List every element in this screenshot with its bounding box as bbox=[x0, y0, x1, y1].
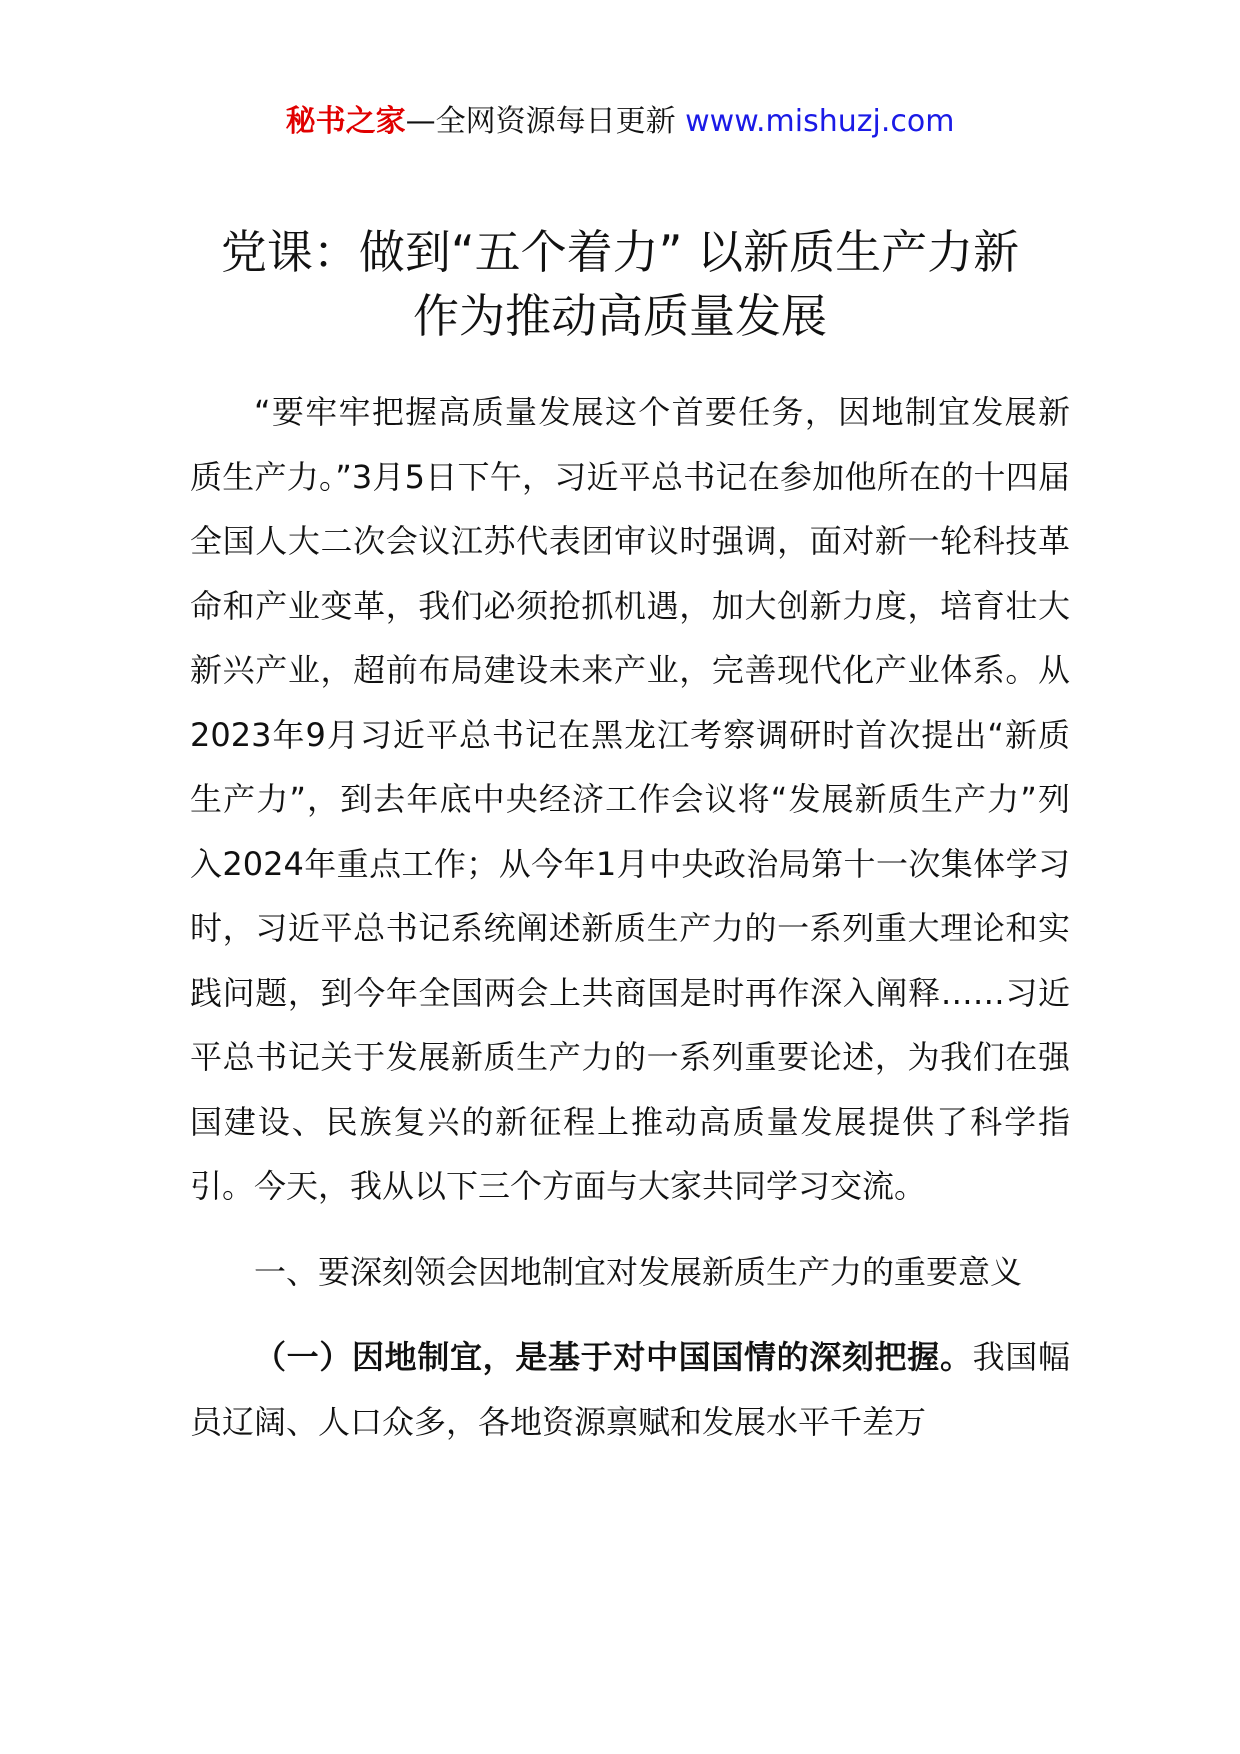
site-url-link[interactable]: www.mishuzj.com bbox=[685, 104, 955, 139]
title-line-1: 党课：做到“五个着力” 以新质生产力新 bbox=[220, 225, 1020, 279]
title-line-2: 作为推动高质量发展 bbox=[413, 289, 827, 343]
subsection-text-1: 我国幅员辽阔、人口众多，各地资源禀赋和发展水平千差万 bbox=[190, 1338, 1070, 1441]
subsection-heading-1: （一）因地制宜，是基于对中国国情的深刻把握。 bbox=[254, 1338, 973, 1376]
section-heading-1: 一、要深刻领会因地制宜对发展新质生产力的重要意义 bbox=[254, 1252, 1023, 1291]
document-body bbox=[190, 380, 1070, 1454]
site-header bbox=[0, 102, 1240, 142]
intro-paragraph: “要牢牢把握高质量发展这个首要任务，因地制宜发展新质生产力。”3月5日下午，习近平总书记在参加他所在的十四届全国人大二次会议江苏代表团审议时强调，面对新一轮科技革命和产业变革，我们必须抢抓机遇，加大创新力度，培育壮大新兴产业，超前布局建设未来产业，完善现代化产业体系。从2023年9月习近平总书记在黑龙江考察调研时首次提出“新质生产力”，到去年底中央经济工作会议将“发展新质生产力”列入2024年重点工作；从今年1月中央政治局第十一次集体学习时，习近平总书记系统阐述新质生产力的一系列重大理论和实践问题，到今年全国两会上共商国是时再作深入阐释……习近平总书记关于发展新质生产力的一系列重要论述，为我们在强国建设、民族复兴的新征程上推动高质量发展提供了科学指引。今天，我从以下三个方面与大家共同学习交流。 bbox=[190, 393, 1070, 1205]
document-title bbox=[150, 220, 1090, 348]
subsection-paragraph-1 bbox=[190, 1325, 1070, 1454]
site-tagline: —全网资源每日更新 bbox=[405, 104, 686, 139]
brand-name: 秘书之家 bbox=[285, 104, 406, 139]
